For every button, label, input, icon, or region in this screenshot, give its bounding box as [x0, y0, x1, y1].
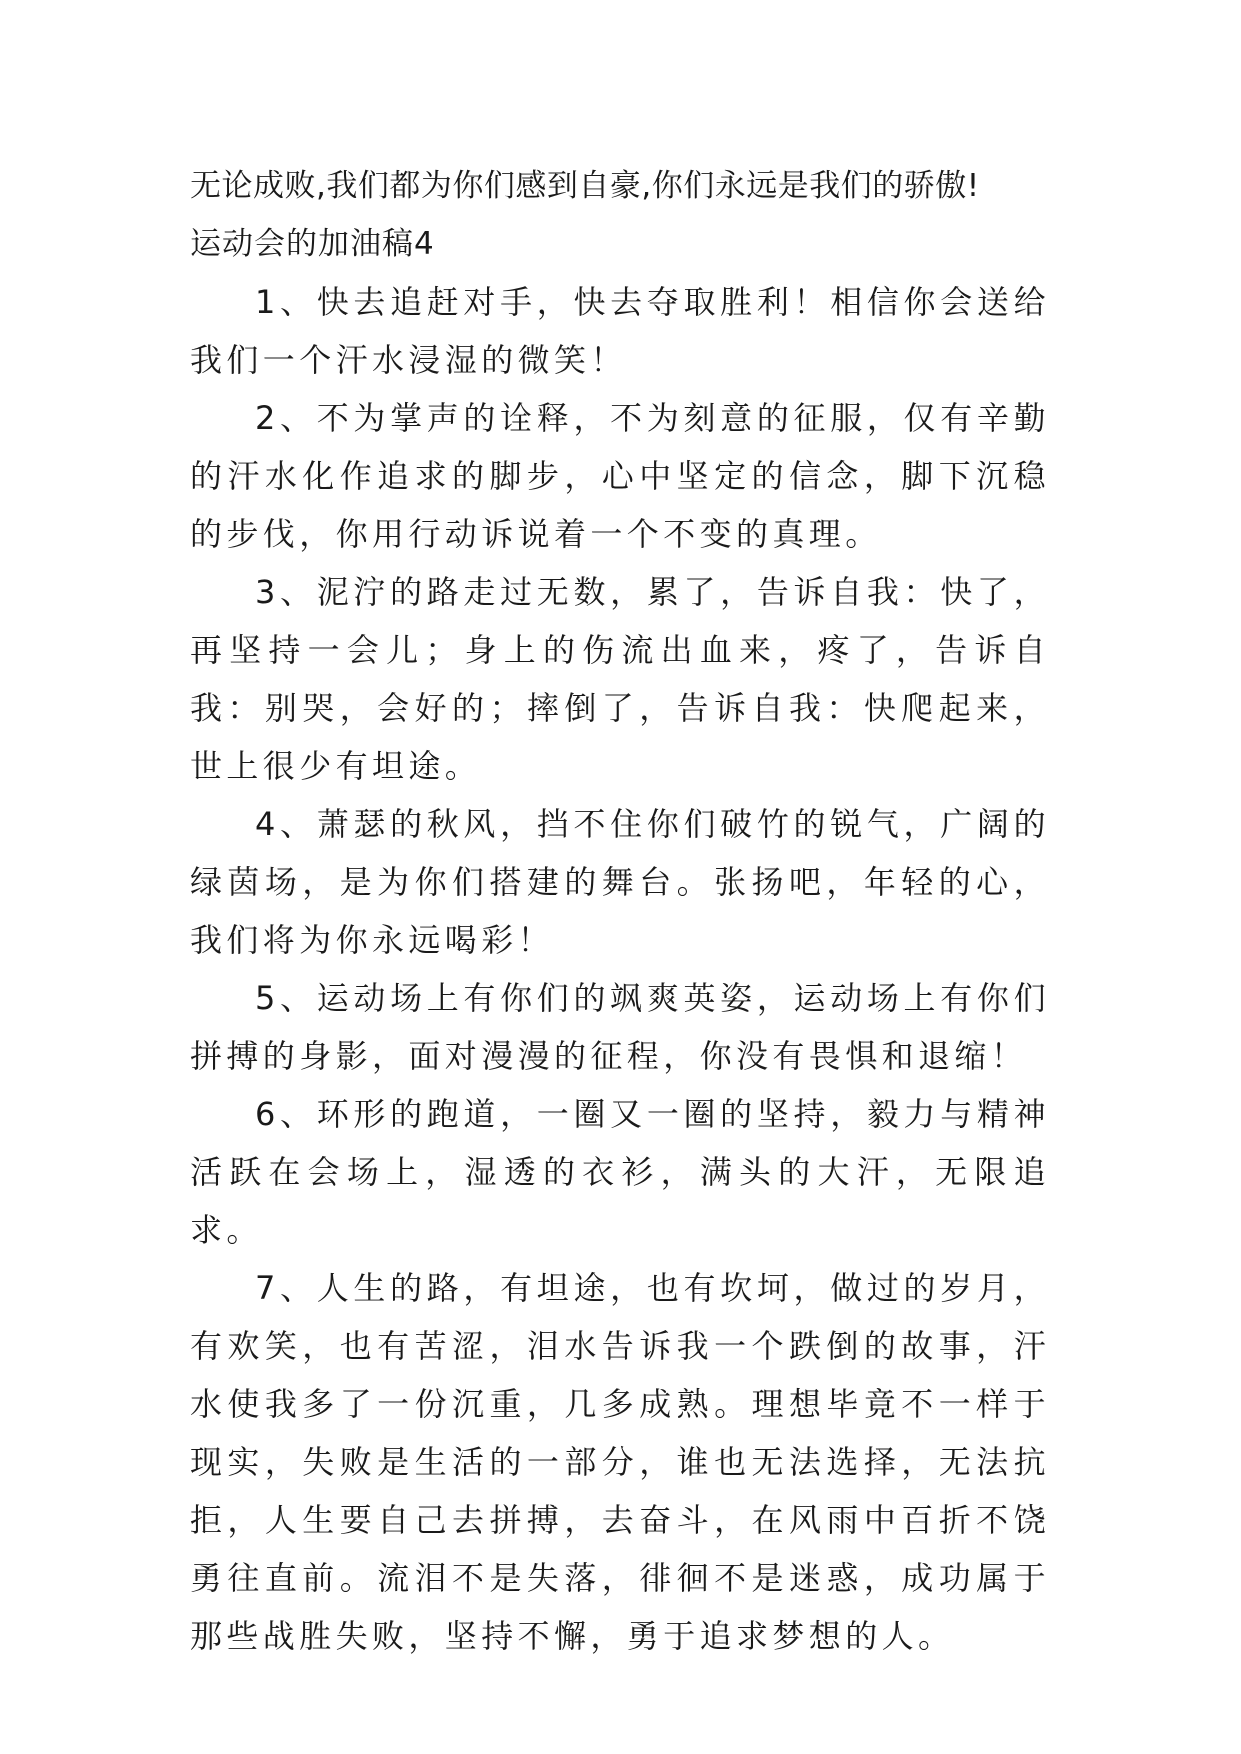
document-title: 运动会的加油稿4: [190, 226, 435, 262]
paragraph-1: 1、快去追赶对手，快去夺取胜利！相信你会送给我们一个汗水浸湿的微笑！: [190, 283, 1050, 379]
paragraph-7: 7、人生的路，有坦途，也有坎坷，做过的岁月，有欢笑，也有苦涩，泪水告诉我一个跌倒的故事，汗水使我多了一份沉重，几多成熟。理想毕竟不一样于现实，失败是生活的一部分，谁也无法选择，无法抗拒，人生要自己去拼搏，去奋斗，在风雨中百折不饶勇往直前。流泪不是失落，徘徊不是迷惑，成功属于那些战胜失败，坚持不懈，勇于追求梦想的人。: [190, 1269, 1050, 1655]
document-body: [190, 157, 1050, 1665]
paragraph-4: 4、萧瑟的秋风，挡不住你们破竹的锐气，广阔的绿茵场，是为你们搭建的舞台。张扬吧，年轻的心，我们将为你永远喝彩！: [190, 805, 1050, 959]
paragraph-6: 6、环形的跑道，一圈又一圈的坚持，毅力与精神活跃在会场上，湿透的衣衫，满头的大汗，无限追求。: [190, 1095, 1050, 1249]
intro-line: 无论成败,我们都为你们感到自豪,你们永远是我们的骄傲!: [190, 168, 980, 204]
paragraph-3: 3、泥泞的路走过无数，累了，告诉自我：快了，再坚持一会儿；身上的伤流出血来，疼了，告诉自我：别哭，会好的；摔倒了，告诉自我：快爬起来，世上很少有坦途。: [190, 573, 1050, 785]
paragraph-2: 2、不为掌声的诠释，不为刻意的征服，仅有辛勤的汗水化作追求的脚步，心中坚定的信念，脚下沉稳的步伐，你用行动诉说着一个不变的真理。: [190, 399, 1050, 553]
paragraph-5: 5、运动场上有你们的飒爽英姿，运动场上有你们拼搏的身影，面对漫漫的征程，你没有畏惧和退缩！: [190, 979, 1050, 1075]
